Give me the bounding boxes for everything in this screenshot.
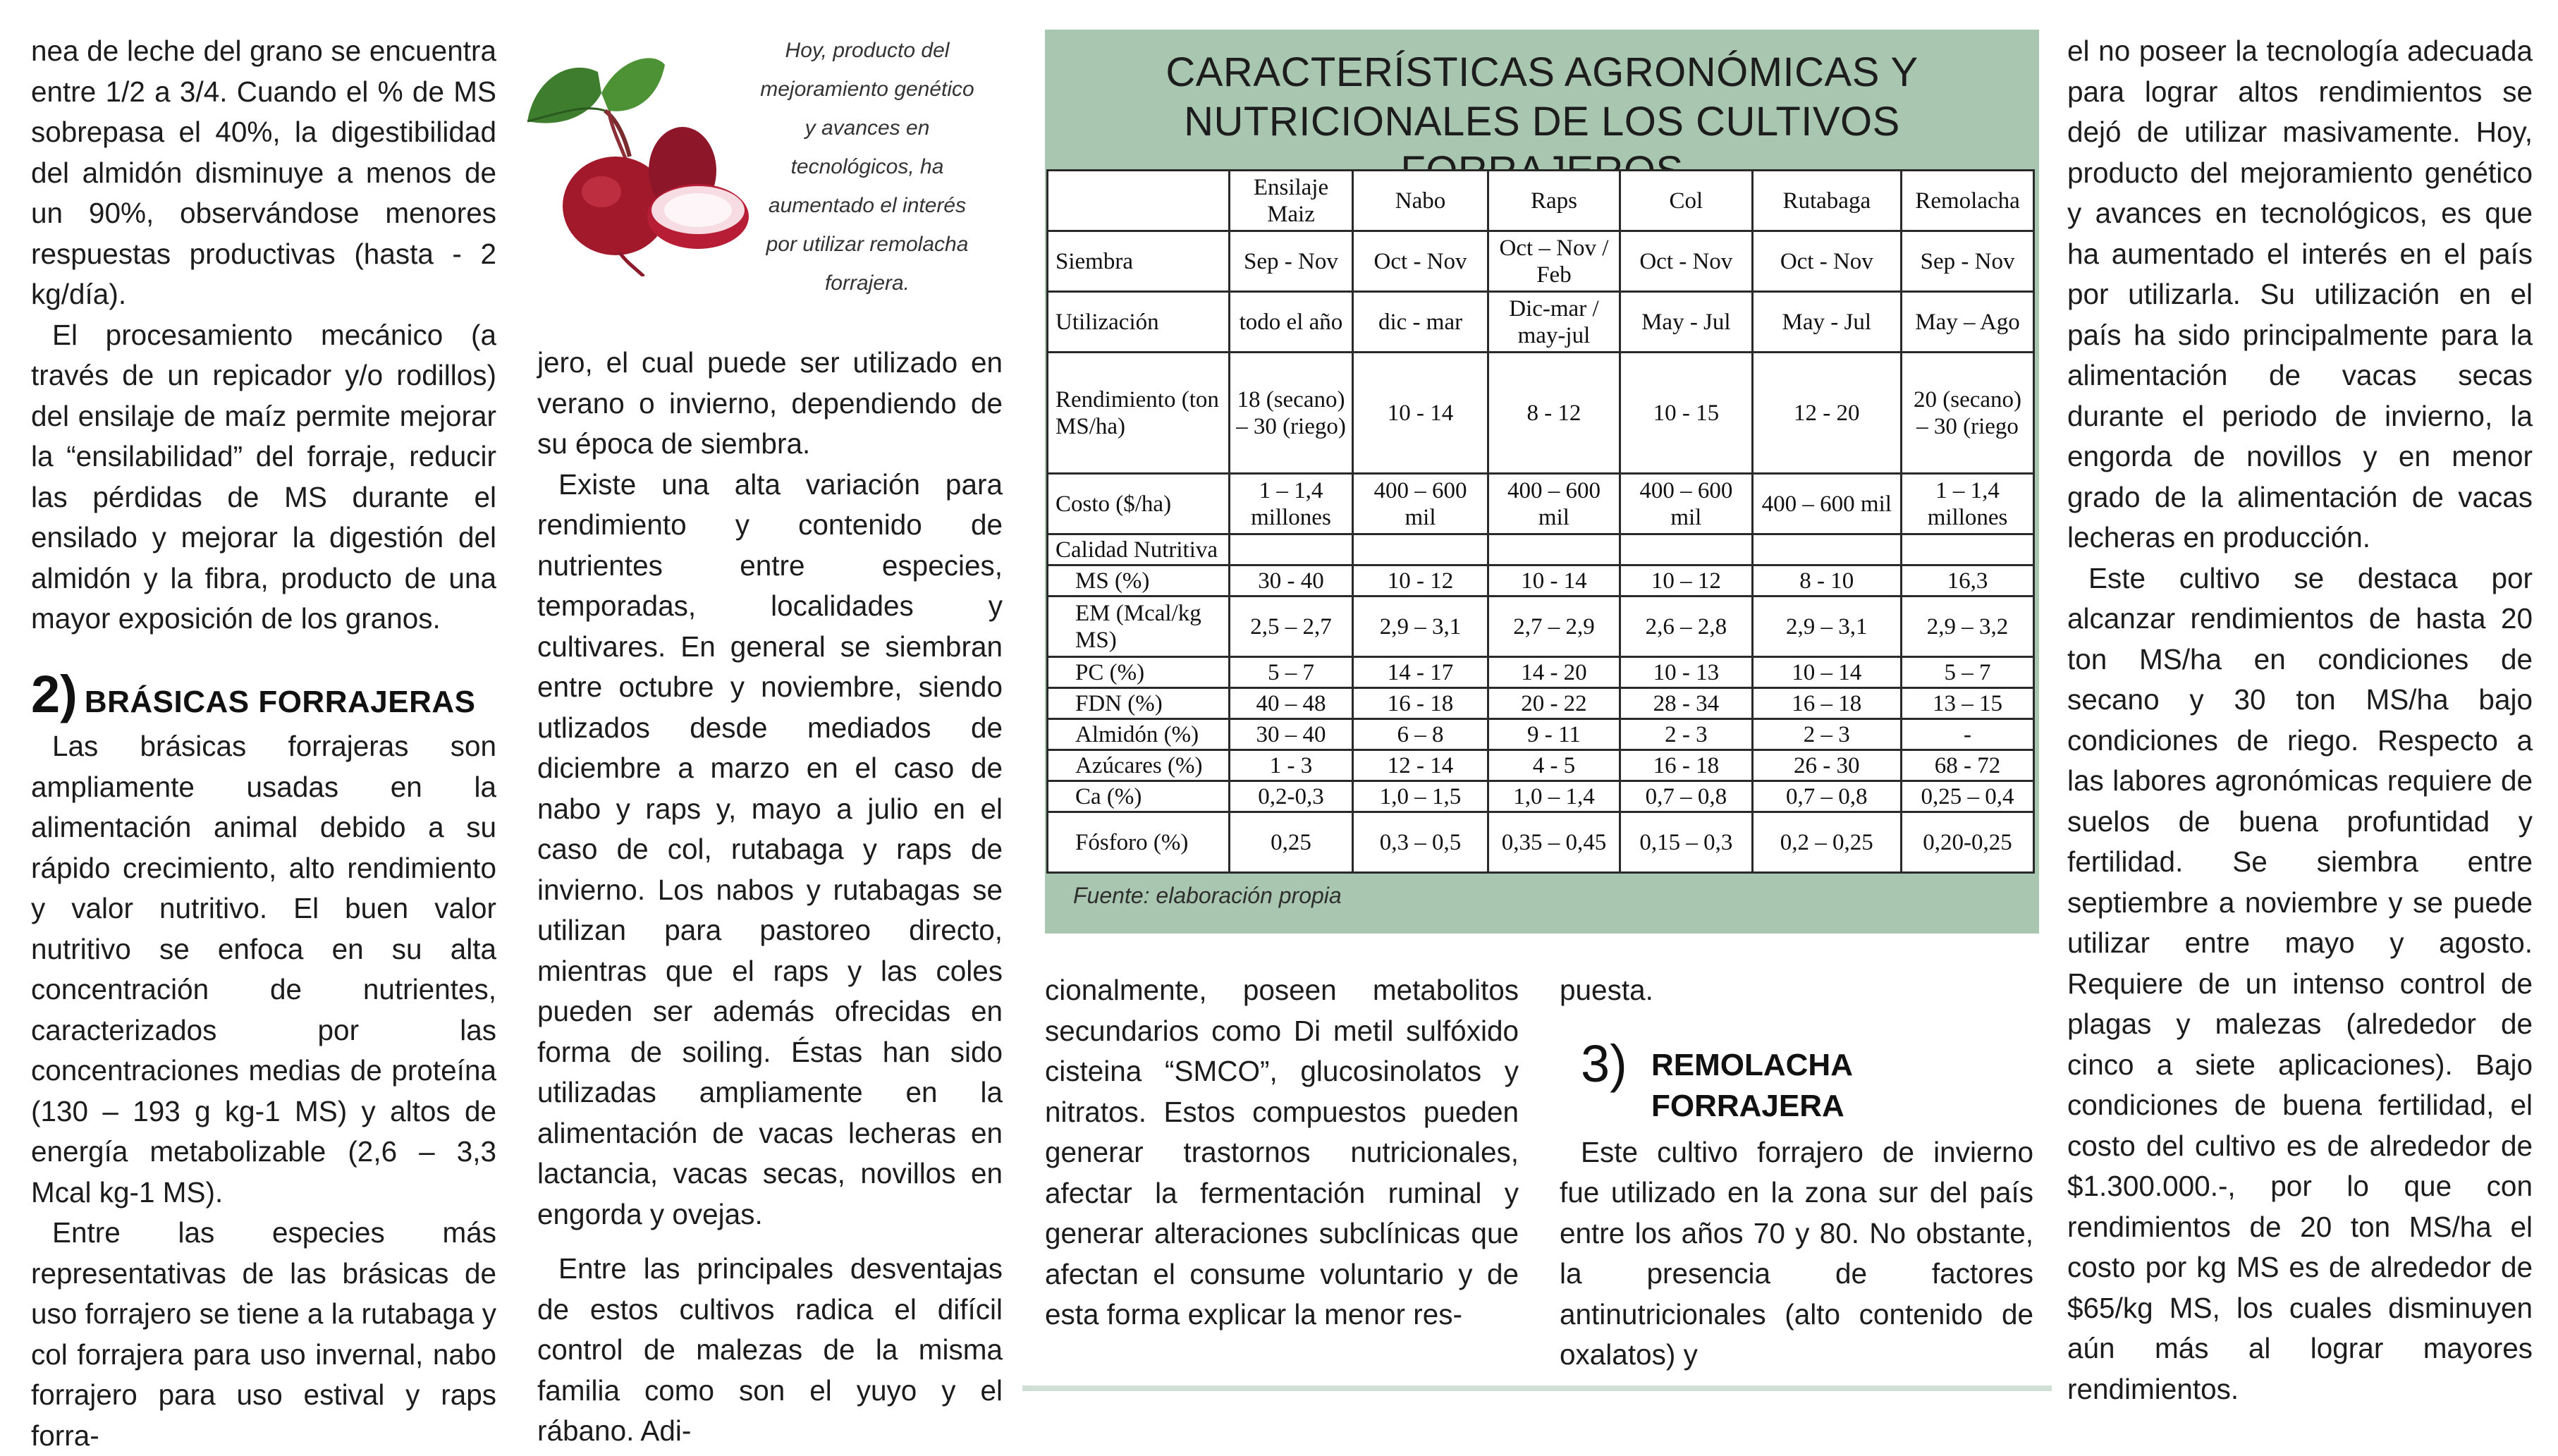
table-cell: 8 - 10 [1752, 565, 1902, 597]
table-header-cell: Remolacha [1902, 171, 2034, 231]
table-cell: 12 - 20 [1752, 353, 1902, 474]
table-cell: 30 – 40 [1229, 719, 1353, 750]
table-cell: 9 - 11 [1488, 719, 1620, 750]
table-cell: 10 - 13 [1620, 657, 1752, 688]
table-cell: 400 – 600 mil [1488, 474, 1620, 534]
table-cell: 1 – 1,4 millones [1902, 474, 2034, 534]
table-row [1048, 781, 2034, 812]
column-1 [31, 31, 496, 1456]
table-cell: 0,2 – 0,25 [1752, 812, 1902, 873]
beet-slice-icon [647, 184, 749, 249]
table-cell: May – Ago [1902, 292, 2034, 353]
table-row [1048, 231, 2034, 292]
table-cell: Sep - Nov [1902, 231, 2034, 292]
table-cell: 5 – 7 [1229, 657, 1353, 688]
table-cell: 10 - 14 [1488, 565, 1620, 597]
table-header-cell: Raps [1488, 171, 1620, 231]
table-cell: - [1902, 719, 2034, 750]
table-cell: 2,9 – 3,2 [1902, 597, 2034, 657]
table-header-cell [1048, 171, 1230, 231]
section-heading-brasicas [31, 664, 496, 723]
row-label: EM (Mcal/kg MS) [1048, 597, 1230, 657]
table-cell: 12 - 14 [1353, 750, 1488, 781]
table-cell: 1,0 – 1,4 [1488, 781, 1620, 812]
table-section-row [1048, 534, 2034, 565]
paragraph: jero, el cual puede ser utilizado en verano o invierno, dependiendo de su época de siembra. [537, 346, 1003, 460]
table-row [1048, 719, 2034, 750]
table-row [1048, 474, 2034, 534]
paragraph: cionalmente, poseen metabolitos secundarios como Di metil sulfóxido cisteina “SMCO”, glucosinolatos y nitratos. Estos compuestos pueden generar trastornos nutricionales, afectar la fermentación ruminal y generar alteraciones subclínicas que afectan el consume voluntario y de esta forma explicar la menor res- [1045, 974, 1519, 1330]
table-cell: 1,0 – 1,5 [1353, 781, 1488, 812]
image-caption: Hoy, producto del mejoramiento genético y avances en tecnológicos, ha aumentado el interés por utilizar remolacha forrajera. [760, 39, 974, 295]
table-source: Fuente: elaboración propia [1073, 883, 1342, 908]
section-title-line: FORRAJERA [1651, 1088, 1844, 1123]
table-cell: 1 – 1,4 millones [1229, 474, 1353, 534]
table-row [1048, 657, 2034, 688]
table-cell: 1 - 3 [1229, 750, 1353, 781]
paragraph: el no poseer la tecnología adecuada para lograr altos rendimientos se dejó de utilizar masivamente. Hoy, producto del mejoramiento genético y avances en tecnológicos, es que ha aumentado el interés en el país por utilizarla. Su utilización en el país ha sido principalmente para la alimentación de vacas secas durante el periodo de invierno, la engorda de novillos y en menor grado de la alimentación de vacas lecheras en producción. [2067, 35, 2533, 553]
column-4 [1560, 970, 2033, 1376]
section-title-line: REMOLACHA [1651, 1047, 1853, 1082]
table-cell: 0,2-0,3 [1229, 781, 1353, 812]
row-label: Utilización [1048, 292, 1230, 353]
table-cell: 68 - 72 [1902, 750, 2034, 781]
paragraph: Entre las especies más representativas de las brásicas de uso forrajero se tiene a la rutabaga y col forrajera para uso invernal, nabo forrajero para uso estival y raps forra- [31, 1216, 496, 1452]
table-cell: 0,3 – 0,5 [1353, 812, 1488, 873]
table-cell: May - Jul [1752, 292, 1902, 353]
table-cell: 2,6 – 2,8 [1620, 597, 1752, 657]
table-cell: 16 - 18 [1353, 688, 1488, 719]
crops-table [1046, 169, 2035, 874]
paragraph: El procesamiento mecánico (a través de un repicador y/o rodillos) del ensilaje de maíz permite mejorar la “ensilabilidad” del forraje, reducir las pérdidas de MS durante el ensilado y mejorar la digestión del almidón y la fibra, producto de una mayor exposición de los granos. [31, 318, 496, 635]
row-label: FDN (%) [1048, 688, 1230, 719]
table-cell: 10 – 12 [1620, 565, 1752, 597]
table-cell: May - Jul [1620, 292, 1752, 353]
table-cell: 0,7 – 0,8 [1620, 781, 1752, 812]
table-cell: 8 - 12 [1488, 353, 1620, 474]
table-cell: 4 - 5 [1488, 750, 1620, 781]
table-cell: 2,9 – 3,1 [1752, 597, 1902, 657]
table-row [1048, 597, 2034, 657]
table-cell: 16 - 18 [1620, 750, 1752, 781]
paragraph: puesta. [1560, 974, 1653, 1006]
table-cell: 40 – 48 [1229, 688, 1353, 719]
table-cell: 14 - 17 [1353, 657, 1488, 688]
table-header-cell: Col [1620, 171, 1752, 231]
table-title-line: NUTRICIONALES DE LOS CULTIVOS [1184, 99, 1900, 145]
table-cell: 16,3 [1902, 565, 2034, 597]
table-cell: 26 - 30 [1752, 750, 1902, 781]
table-cell: 2,5 – 2,7 [1229, 597, 1353, 657]
paragraph: Existe una alta variación para rendimiento y contenido de nutrientes entre especies, temporadas, localidades y cultivares. En general se siembran entre octubre y noviembre, siendo utlizados desde mediados de diciembre a marzo en el caso de nabo y raps y, mayo a julio en el caso de col, rutabaga y raps de invierno. Los nabos y rutabagas se utilizan para pastoreo directo, mientras que el raps y las coles pueden ser además ofrecidas en forma de soiling. Éstas han sido utilizadas ampliamente en la alimentación de vacas lecheras en lactancia, vacas secas, novillos en engorda y ovejas. [537, 467, 1003, 1230]
table-cell: 14 - 20 [1488, 657, 1620, 688]
paragraph: Este cultivo forrajero de invierno fue utilizado en la zona sur del país entre los años 70 y 80. No obstante, la presencia de factores antinutricionales (alto contenido de oxalatos) y [1560, 1135, 2033, 1371]
section-number: 3) [1581, 1034, 1627, 1093]
paragraph: Las brásicas forrajeras son ampliamente usadas en la alimentación animal debido a su rápido crecimiento, alto rendimiento y valor nutritivo. El buen valor nutritivo se enfoca en su alta concentración de nutrientes, caracterizados por las concentraciones medias de proteína (130 – 193 g kg-1 MS) y altos de energía metabolizable (2,6 – 3,3 Mcal kg-1 MS). [31, 730, 496, 1209]
table-cell: 0,25 [1229, 812, 1353, 873]
table-row [1048, 688, 2034, 719]
table-cell: 30 - 40 [1229, 565, 1353, 597]
table-cell: 2,7 – 2,9 [1488, 597, 1620, 657]
leaf-icon [527, 58, 665, 160]
table-cell: 13 – 15 [1902, 688, 2034, 719]
table-cell: 20 (secano) – 30 (riego [1902, 353, 2034, 474]
table-cell: 0,7 – 0,8 [1752, 781, 1902, 812]
row-label: Azúcares (%) [1048, 750, 1230, 781]
table-cell: Oct – Nov / Feb [1488, 231, 1620, 292]
section-label: Calidad Nutritiva [1048, 534, 1230, 565]
table-cell: 28 - 34 [1620, 688, 1752, 719]
row-label: MS (%) [1048, 565, 1230, 597]
table-row [1048, 565, 2034, 597]
table-cell: 2,9 – 3,1 [1353, 597, 1488, 657]
table-cell: 6 – 8 [1353, 719, 1488, 750]
table-cell: todo el año [1229, 292, 1353, 353]
section-title: BRÁSICAS FORRAJERAS [84, 684, 476, 719]
table-cell: 10 - 15 [1620, 353, 1752, 474]
table-row [1048, 292, 2034, 353]
table-cell: 0,35 – 0,45 [1488, 812, 1620, 873]
paragraph: Este cultivo se destaca por alcanzar rendimientos de hasta 20 ton MS/ha en condiciones de secano y 30 ton MS/ha bajo condiciones de riego. Respecto a las labores agronómicas requiere de suelos de buena profuntidad y fertilidad. Se siembra entre septiembre a noviembre y se puede utilizar entre mayo y agosto. Requiere de un intenso control de plagas y malezas (alrededor de cinco a siete aplicaciones). Bajo condiciones de buena fertilidad, el costo del cultivo es de alrededor de $1.300.000.-, por lo que con rendimientos de 20 ton MS/ha el costo por kg MS es de alrededor de $65/kg MS, los cuales disminuyen aún más al lograr mayores rendimientos. [2067, 561, 2533, 1405]
table-row [1048, 812, 2034, 873]
row-label: Fósforo (%) [1048, 812, 1230, 873]
table-cell: 400 – 600 mil [1752, 474, 1902, 534]
table-cell: 5 – 7 [1902, 657, 2034, 688]
table-cell: 400 – 600 mil [1620, 474, 1752, 534]
row-label: Siembra [1048, 231, 1230, 292]
table-cell: 10 - 14 [1353, 353, 1488, 474]
row-label: Ca (%) [1048, 781, 1230, 812]
table-panel [1045, 30, 2039, 934]
table-cell: 2 - 3 [1620, 719, 1752, 750]
table-cell: 0,20-0,25 [1902, 812, 2034, 873]
paragraph: Entre las principales desventajas de estos cultivos radica el difícil control de malezas de la misma familia como son el yuyo y el rábano. Adi- [537, 1252, 1003, 1447]
table-cell: 0,25 – 0,4 [1902, 781, 2034, 812]
table-cell: 20 - 22 [1488, 688, 1620, 719]
table-row [1048, 750, 2034, 781]
table-cell: 18 (secano) – 30 (riego) [1229, 353, 1353, 474]
table-cell: 0,15 – 0,3 [1620, 812, 1752, 873]
table-header-cell: Ensilaje Maiz [1229, 171, 1353, 231]
table-cell: Dic-mar / may-jul [1488, 292, 1620, 353]
table-cell: Oct - Nov [1620, 231, 1752, 292]
table-cell: 10 - 12 [1353, 565, 1488, 597]
table-header-cell: Nabo [1353, 171, 1488, 231]
table-cell: 16 – 18 [1752, 688, 1902, 719]
section-heading-remolacha [1560, 1034, 2033, 1127]
table-title-line: CARACTERÍSTICAS AGRONÓMICAS Y [1165, 49, 1919, 95]
row-label: Costo ($/ha) [1048, 474, 1230, 534]
beet-illustration [513, 44, 767, 276]
section-title [1651, 1045, 1853, 1127]
table-cell: 400 – 600 mil [1353, 474, 1488, 534]
table-cell: Oct - Nov [1752, 231, 1902, 292]
column-5 [2067, 31, 2533, 1409]
row-label: PC (%) [1048, 657, 1230, 688]
table-cell: Sep - Nov [1229, 231, 1353, 292]
section-number: 2) [31, 664, 78, 723]
table-cell: 10 – 14 [1752, 657, 1902, 688]
column-2 [537, 343, 1003, 1452]
divider [1022, 1385, 2052, 1391]
table-header-cell: Rutabaga [1752, 171, 1902, 231]
paragraph: nea de leche del grano se encuentra entre 1/2 a 3/4. Cuando el % de MS sobrepasa el 40%, la digestibilidad del almidón disminuye a menos de un 90%, observándose menores respuestas productivas (hasta - 2 kg/día). [31, 35, 496, 310]
column-3 [1045, 970, 1519, 1335]
table-cell: dic - mar [1353, 292, 1488, 353]
table-row [1048, 353, 2034, 474]
table-cell: 2 – 3 [1752, 719, 1902, 750]
row-label: Almidón (%) [1048, 719, 1230, 750]
table-cell: Oct - Nov [1353, 231, 1488, 292]
table-header-row [1048, 171, 2034, 231]
row-label: Rendimiento (ton MS/ha) [1048, 353, 1230, 474]
